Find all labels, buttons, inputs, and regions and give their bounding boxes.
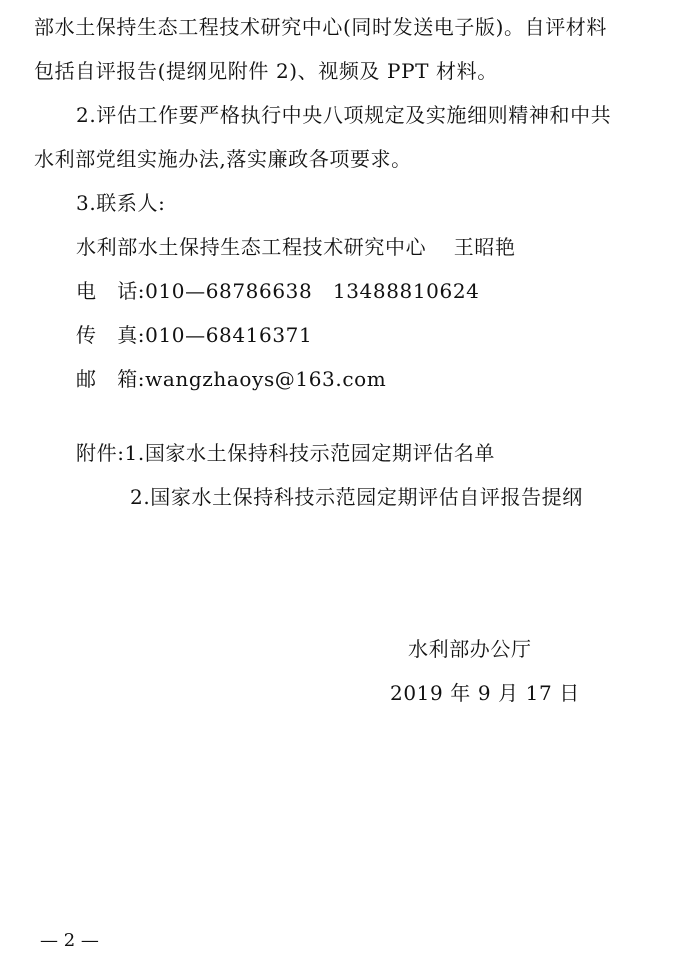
issuer-organization: 水利部办公厅	[408, 637, 532, 661]
body-line-2: 包括自评报告(提纲见附件 2)、视频及 PPT 材料。	[34, 59, 498, 83]
page-number: — 2 —	[40, 930, 99, 951]
contact-fax: 传 真:010—68416371	[76, 323, 313, 347]
attachment-1: 附件:1.国家水土保持科技示范园定期评估名单	[76, 441, 496, 465]
item-2-line-2: 水利部党组实施办法,落实廉政各项要求。	[34, 147, 412, 171]
body-line-1: 部水土保持生态工程技术研究中心(同时发送电子版)。自评材料	[34, 15, 608, 39]
item-2-line-1: 2.评估工作要严格执行中央八项规定及实施细则精神和中共	[76, 103, 612, 127]
issue-date: 2019 年 9 月 17 日	[390, 681, 580, 705]
item-3-heading: 3.联系人:	[76, 191, 166, 215]
contact-organization: 水利部水土保持生态工程技术研究中心 王昭艳	[76, 235, 516, 259]
attachment-2: 2.国家水土保持科技示范园定期评估自评报告提纲	[130, 485, 583, 509]
contact-phone: 电 话:010—68786638 13488810624	[76, 279, 480, 303]
contact-email: 邮 箱:wangzhaoys@163.com	[76, 367, 387, 391]
